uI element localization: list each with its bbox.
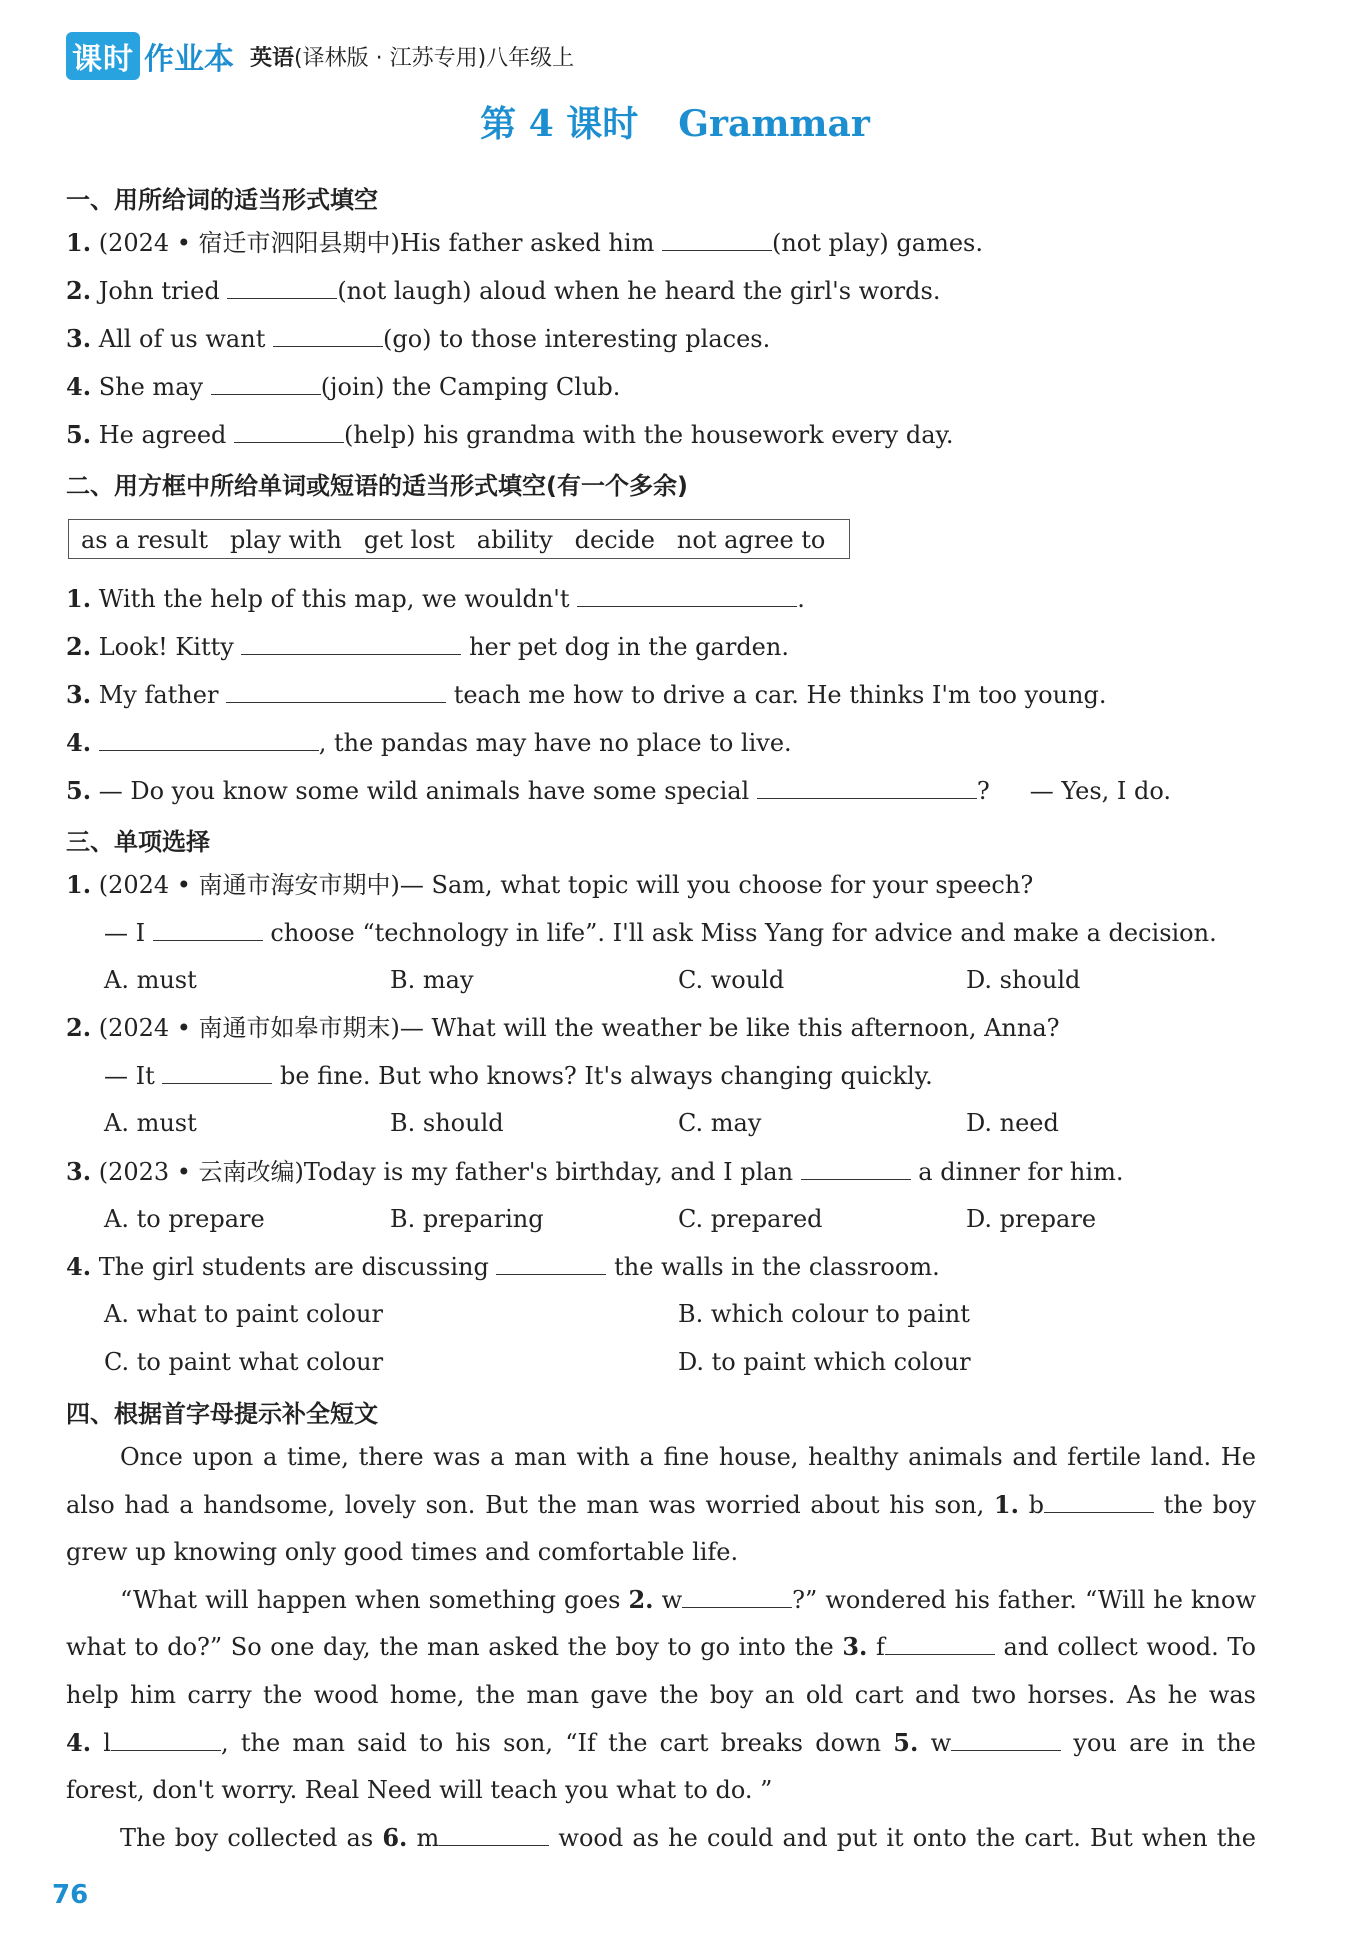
section-1-heading: 一、用所给词的适当形式填空 [66,186,378,214]
answer-blank[interactable] [662,228,772,251]
option-b[interactable]: B. may [390,966,474,994]
answer-blank[interactable] [273,324,383,347]
passage-line: “What will happen when something goes 2. w ?” wondered his father. “Will he know [120,1585,1256,1614]
word-option: decide [574,526,655,554]
option-c[interactable]: C. may [678,1109,762,1137]
passage-line: Once upon a time, there was a man with a fine house, healthy animals and fertile land. He [120,1443,1256,1471]
lesson-topic: Grammar [678,103,870,145]
page-number: 76 [52,1880,89,1910]
passage-line: 4. l , the man said to his son, “If the cart breaks down 5. w you are in the [66,1728,1257,1757]
word-box [68,519,850,559]
s2-item-3: 3. My father teach me how to drive a car. He thinks I'm too young. [66,680,1107,709]
answer-blank[interactable] [211,372,321,395]
series-logo [66,32,234,80]
word-option: ability [476,526,553,554]
answer-blank[interactable] [682,1585,792,1608]
answer-blank[interactable] [99,728,319,751]
option-d[interactable]: D. should [966,966,1081,994]
passage-line: what to do?” So one day, the man asked the boy to go into the 3. f and collect wood. To [66,1632,1256,1661]
s3-q1-stem: 1. (2024 • 南通市海安市期中)— Sam, what topic will you choose for your speech? [66,870,1034,899]
option-b[interactable]: B. which colour to paint [678,1300,970,1328]
s1-item-2: 2. John tried (not laugh) aloud when he heard the girl's words. [66,276,941,305]
option-d[interactable]: D. need [966,1109,1059,1137]
answer-blank[interactable] [439,1823,549,1846]
word-option: get lost [363,526,455,554]
subject-label [250,41,574,72]
s1-item-5: 5. He agreed (help) his grandma with the housework every day. [66,420,954,449]
answer-blank[interactable] [234,420,344,443]
s2-item-4: 4. , the pandas may have no place to live. [66,728,792,757]
s3-q3-stem: 3. (2023 • 云南改编)Today is my father's birthday, and I plan a dinner for him. [66,1157,1124,1186]
option-b[interactable]: B. should [390,1109,504,1137]
s2-item-2: 2. Look! Kitty her pet dog in the garden. [66,632,789,661]
passage-line: help him carry the wood home, the man gave the boy an old cart and two horses. As he was [66,1681,1256,1709]
answer-blank[interactable] [153,918,263,941]
edition-label: (译林版 · 江苏专用)八年级上 [294,45,575,71]
s1-item-3: 3. All of us want (go) to those interesting places. [66,324,771,353]
word-option: as a result [81,526,208,554]
word-option: not agree to [676,526,826,554]
word-option: play with [229,526,342,554]
answer-blank[interactable] [111,1728,221,1751]
lesson-number: 第 4 课时 [480,103,639,145]
option-a[interactable]: A. must [104,1109,197,1137]
logo-main: 课时 [66,32,140,80]
page-title [0,96,1350,147]
logo-tail: 作业本 [144,42,234,77]
passage-line: grew up knowing only good times and comfortable life. [66,1538,739,1566]
section-4-heading: 四、根据首字母提示补全短文 [66,1400,378,1428]
passage-line: forest, don't worry. Real Need will teach you what to do. ” [66,1776,773,1804]
s3-q4-stem: 4. The girl students are discussing the walls in the classroom. [66,1252,940,1281]
answer-blank[interactable] [801,1157,911,1180]
s1-item-4: 4. She may (join) the Camping Club. [66,372,621,401]
option-c[interactable]: C. prepared [678,1205,823,1233]
s3-q2-answer-line: — It be fine. But who knows? It's always changing quickly. [104,1062,933,1090]
s2-item-5: 5. — Do you know some wild animals have some special ? — Yes, I do. [66,776,1172,805]
s3-q2-stem: 2. (2024 • 南通市如皋市期末)— What will the weather be like this afternoon, Anna? [66,1013,1060,1042]
answer-blank[interactable] [885,1632,995,1655]
answer-blank[interactable] [226,680,446,703]
page-header [66,34,574,78]
section-2-heading: 二、用方框中所给单词或短语的适当形式填空(有一个多余) [66,472,688,500]
option-b[interactable]: B. preparing [390,1205,544,1233]
option-c[interactable]: C. to paint what colour [104,1348,384,1376]
answer-blank[interactable] [951,1728,1061,1751]
answer-blank[interactable] [227,276,337,299]
answer-blank[interactable] [162,1061,272,1084]
passage-line: also had a handsome, lovely son. But the man was worried about his son, 1. b the boy [66,1490,1256,1519]
s3-q1-answer-line: — I choose “technology in life”. I'll ask Miss Yang for advice and make a decision. [104,919,1217,947]
option-a[interactable]: A. what to paint colour [104,1300,383,1328]
option-c[interactable]: C. would [678,966,785,994]
answer-blank[interactable] [1044,1490,1154,1513]
answer-blank[interactable] [241,632,461,655]
option-a[interactable]: A. must [104,966,197,994]
answer-blank[interactable] [757,776,977,799]
section-3-heading: 三、单项选择 [66,828,210,856]
option-a[interactable]: A. to prepare [104,1205,265,1233]
option-d[interactable]: D. prepare [966,1205,1097,1233]
passage-line: The boy collected as 6. m wood as he could and put it onto the cart. But when the [120,1823,1257,1852]
option-d[interactable]: D. to paint which colour [678,1348,971,1376]
answer-blank[interactable] [496,1252,606,1275]
s2-item-1: 1. With the help of this map, we wouldn't . [66,584,805,613]
answer-blank[interactable] [577,584,797,607]
subject-name: 英语 [250,45,295,71]
s1-item-1: 1. (2024 • 宿迁市泗阳县期中)His father asked him (not play) games. [66,228,983,257]
